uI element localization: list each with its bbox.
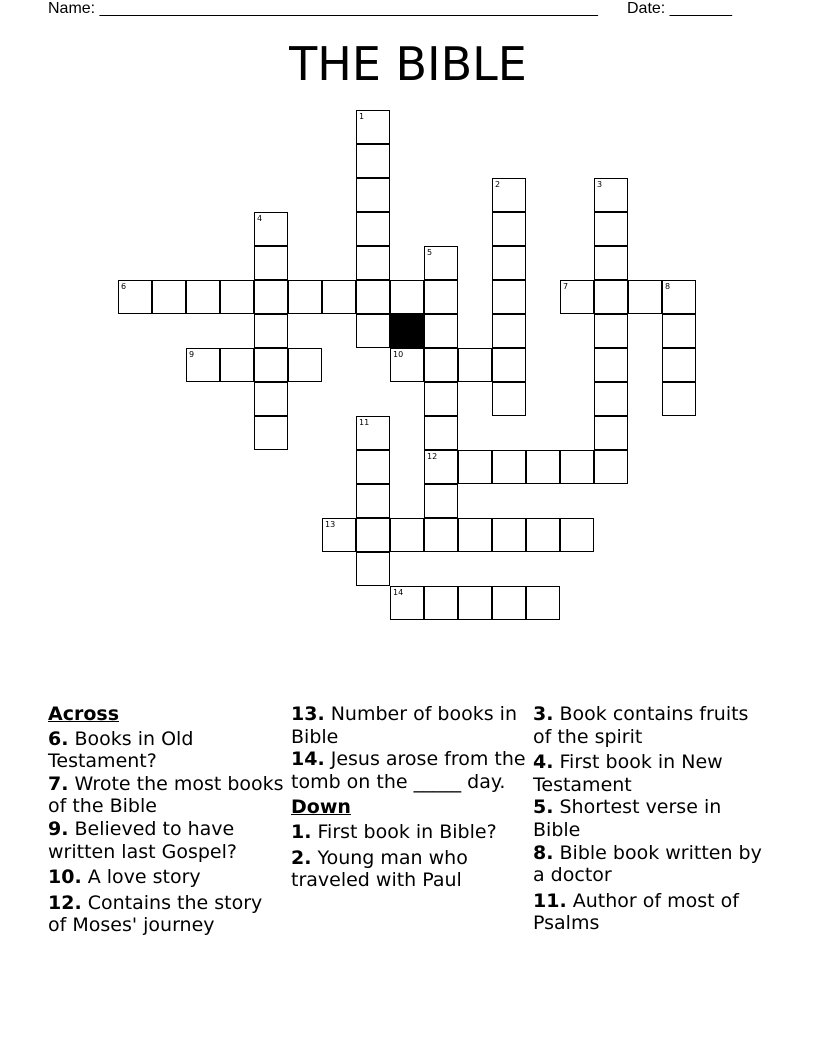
clue-across-10: 10. A love story bbox=[48, 866, 201, 889]
grid-cell[interactable] bbox=[458, 348, 492, 382]
grid-cell[interactable] bbox=[186, 280, 220, 314]
grid-cell[interactable] bbox=[254, 348, 288, 382]
grid-cell[interactable] bbox=[526, 518, 560, 552]
grid-cell[interactable] bbox=[424, 314, 458, 348]
grid-cell[interactable] bbox=[356, 552, 390, 586]
grid-cell[interactable] bbox=[356, 518, 390, 552]
grid-cell[interactable] bbox=[424, 280, 458, 314]
grid-cell[interactable] bbox=[254, 416, 288, 450]
clues-column-2 bbox=[291, 703, 527, 892]
grid-cell[interactable] bbox=[390, 518, 424, 552]
grid-cell[interactable] bbox=[492, 246, 526, 280]
grid-cell[interactable] bbox=[322, 280, 356, 314]
grid-cell[interactable] bbox=[254, 212, 288, 246]
clue-across-14: 14. Jesus arose from the tomb on the _____ day. bbox=[291, 748, 526, 793]
grid-cell[interactable] bbox=[356, 314, 390, 348]
grid-cell[interactable] bbox=[356, 416, 390, 450]
grid-cell[interactable] bbox=[662, 348, 696, 382]
grid-cell[interactable] bbox=[288, 348, 322, 382]
grid-cell[interactable] bbox=[594, 382, 628, 416]
grid-cell[interactable] bbox=[662, 314, 696, 348]
clue-number: 11 bbox=[359, 418, 370, 427]
grid-cell[interactable] bbox=[662, 280, 696, 314]
grid-cell[interactable] bbox=[322, 518, 356, 552]
grid-cell[interactable] bbox=[526, 450, 560, 484]
grid-cell[interactable] bbox=[594, 280, 628, 314]
grid-cell[interactable] bbox=[492, 518, 526, 552]
name-label: Name: bbox=[48, 0, 96, 17]
grid-cell[interactable] bbox=[254, 382, 288, 416]
grid-cell[interactable] bbox=[220, 348, 254, 382]
clue-down-8: 8. Bible book written by a doctor bbox=[533, 841, 762, 887]
grid-cell[interactable] bbox=[458, 518, 492, 552]
grid-cell[interactable] bbox=[424, 416, 458, 450]
date-line: _______ bbox=[669, 0, 732, 17]
clue-number: 7 bbox=[563, 282, 569, 291]
grid-cell[interactable] bbox=[186, 348, 220, 382]
grid-cell[interactable] bbox=[424, 484, 458, 518]
grid-cell[interactable] bbox=[424, 518, 458, 552]
black-square bbox=[390, 314, 424, 348]
page-title: THE BIBLE bbox=[289, 37, 527, 91]
grid-cell[interactable] bbox=[152, 280, 186, 314]
clue-across-9: 9. Believed to have written last Gospel? bbox=[48, 817, 237, 863]
name-line: ________________________________________________________ bbox=[99, 0, 598, 17]
grid-cell[interactable] bbox=[594, 450, 628, 484]
clue-number: 10 bbox=[393, 350, 404, 359]
grid-cell[interactable] bbox=[424, 450, 458, 484]
clue-number: 4 bbox=[257, 214, 263, 223]
grid-cell[interactable] bbox=[458, 586, 492, 620]
grid-cell[interactable] bbox=[492, 348, 526, 382]
grid-cell[interactable] bbox=[492, 314, 526, 348]
grid-cell[interactable] bbox=[356, 110, 390, 144]
clue-down-3: 3. Book contains fruits of the spirit bbox=[533, 703, 749, 748]
clue-number: 2 bbox=[495, 180, 501, 189]
grid-cell[interactable] bbox=[118, 280, 152, 314]
grid-cell[interactable] bbox=[662, 382, 696, 416]
grid-cell[interactable] bbox=[254, 280, 288, 314]
grid-cell[interactable] bbox=[220, 280, 254, 314]
grid-cell[interactable] bbox=[492, 586, 526, 620]
grid-cell[interactable] bbox=[594, 314, 628, 348]
clue-down-5: 5. Shortest verse in Bible bbox=[533, 796, 722, 841]
grid-cell[interactable] bbox=[628, 280, 662, 314]
clues-column-1 bbox=[48, 703, 284, 937]
clue-across-13: 13. Number of books in Bible bbox=[291, 703, 518, 748]
clue-number: 14 bbox=[393, 588, 404, 597]
grid-cell[interactable] bbox=[560, 280, 594, 314]
grid-cell[interactable] bbox=[526, 586, 560, 620]
grid-cell[interactable] bbox=[560, 450, 594, 484]
grid-cell[interactable] bbox=[356, 450, 390, 484]
grid-cell[interactable] bbox=[390, 280, 424, 314]
grid-cell[interactable] bbox=[424, 382, 458, 416]
grid-cell[interactable] bbox=[356, 280, 390, 314]
grid-cell[interactable] bbox=[424, 586, 458, 620]
grid-cell[interactable] bbox=[356, 484, 390, 518]
grid-cell[interactable] bbox=[356, 246, 390, 280]
grid-cell[interactable] bbox=[594, 178, 628, 212]
grid-cell[interactable] bbox=[492, 280, 526, 314]
grid-cell[interactable] bbox=[560, 518, 594, 552]
grid-cell[interactable] bbox=[492, 382, 526, 416]
clue-across-7: 7. Wrote the most books of the Bible bbox=[48, 772, 284, 818]
clue-number: 13 bbox=[325, 520, 336, 529]
clue-number: 1 bbox=[359, 112, 365, 121]
grid-cell[interactable] bbox=[424, 246, 458, 280]
grid-cell[interactable] bbox=[492, 178, 526, 212]
down-heading: Down bbox=[291, 796, 351, 819]
grid-cell[interactable] bbox=[594, 246, 628, 280]
date-label: Date: bbox=[627, 0, 666, 17]
grid-cell[interactable] bbox=[356, 178, 390, 212]
grid-cell[interactable] bbox=[356, 144, 390, 178]
grid-cell[interactable] bbox=[594, 416, 628, 450]
grid-cell[interactable] bbox=[288, 280, 322, 314]
grid-cell[interactable] bbox=[594, 348, 628, 382]
clue-number: 8 bbox=[665, 282, 671, 291]
grid-cell[interactable] bbox=[492, 450, 526, 484]
grid-cell[interactable] bbox=[254, 246, 288, 280]
clue-across-12: 12. Contains the story of Moses' journey bbox=[48, 891, 263, 937]
grid-cell[interactable] bbox=[492, 212, 526, 246]
clues-column-3 bbox=[533, 703, 769, 935]
clue-number: 12 bbox=[427, 452, 438, 461]
clue-number: 3 bbox=[597, 180, 603, 189]
grid-cell[interactable] bbox=[458, 450, 492, 484]
clue-down-1: 1. First book in Bible? bbox=[291, 820, 497, 843]
clue-down-2: 2. Young man who traveled with Paul bbox=[291, 846, 468, 892]
grid-cell[interactable] bbox=[254, 314, 288, 348]
grid-cell[interactable] bbox=[390, 348, 424, 382]
clue-number: 9 bbox=[189, 350, 195, 359]
clue-down-4: 4. First book in New Testament bbox=[533, 751, 723, 796]
clue-number: 6 bbox=[121, 282, 127, 291]
clue-across-6: 6. Books in Old Testament? bbox=[48, 727, 194, 773]
grid-cell[interactable] bbox=[594, 212, 628, 246]
across-heading: Across bbox=[48, 703, 120, 725]
clue-number: 5 bbox=[427, 248, 433, 257]
grid-cell[interactable] bbox=[356, 212, 390, 246]
clue-down-11: 11. Author of most of Psalms bbox=[533, 889, 739, 935]
grid-cell[interactable] bbox=[424, 348, 458, 382]
grid-cell[interactable] bbox=[390, 586, 424, 620]
